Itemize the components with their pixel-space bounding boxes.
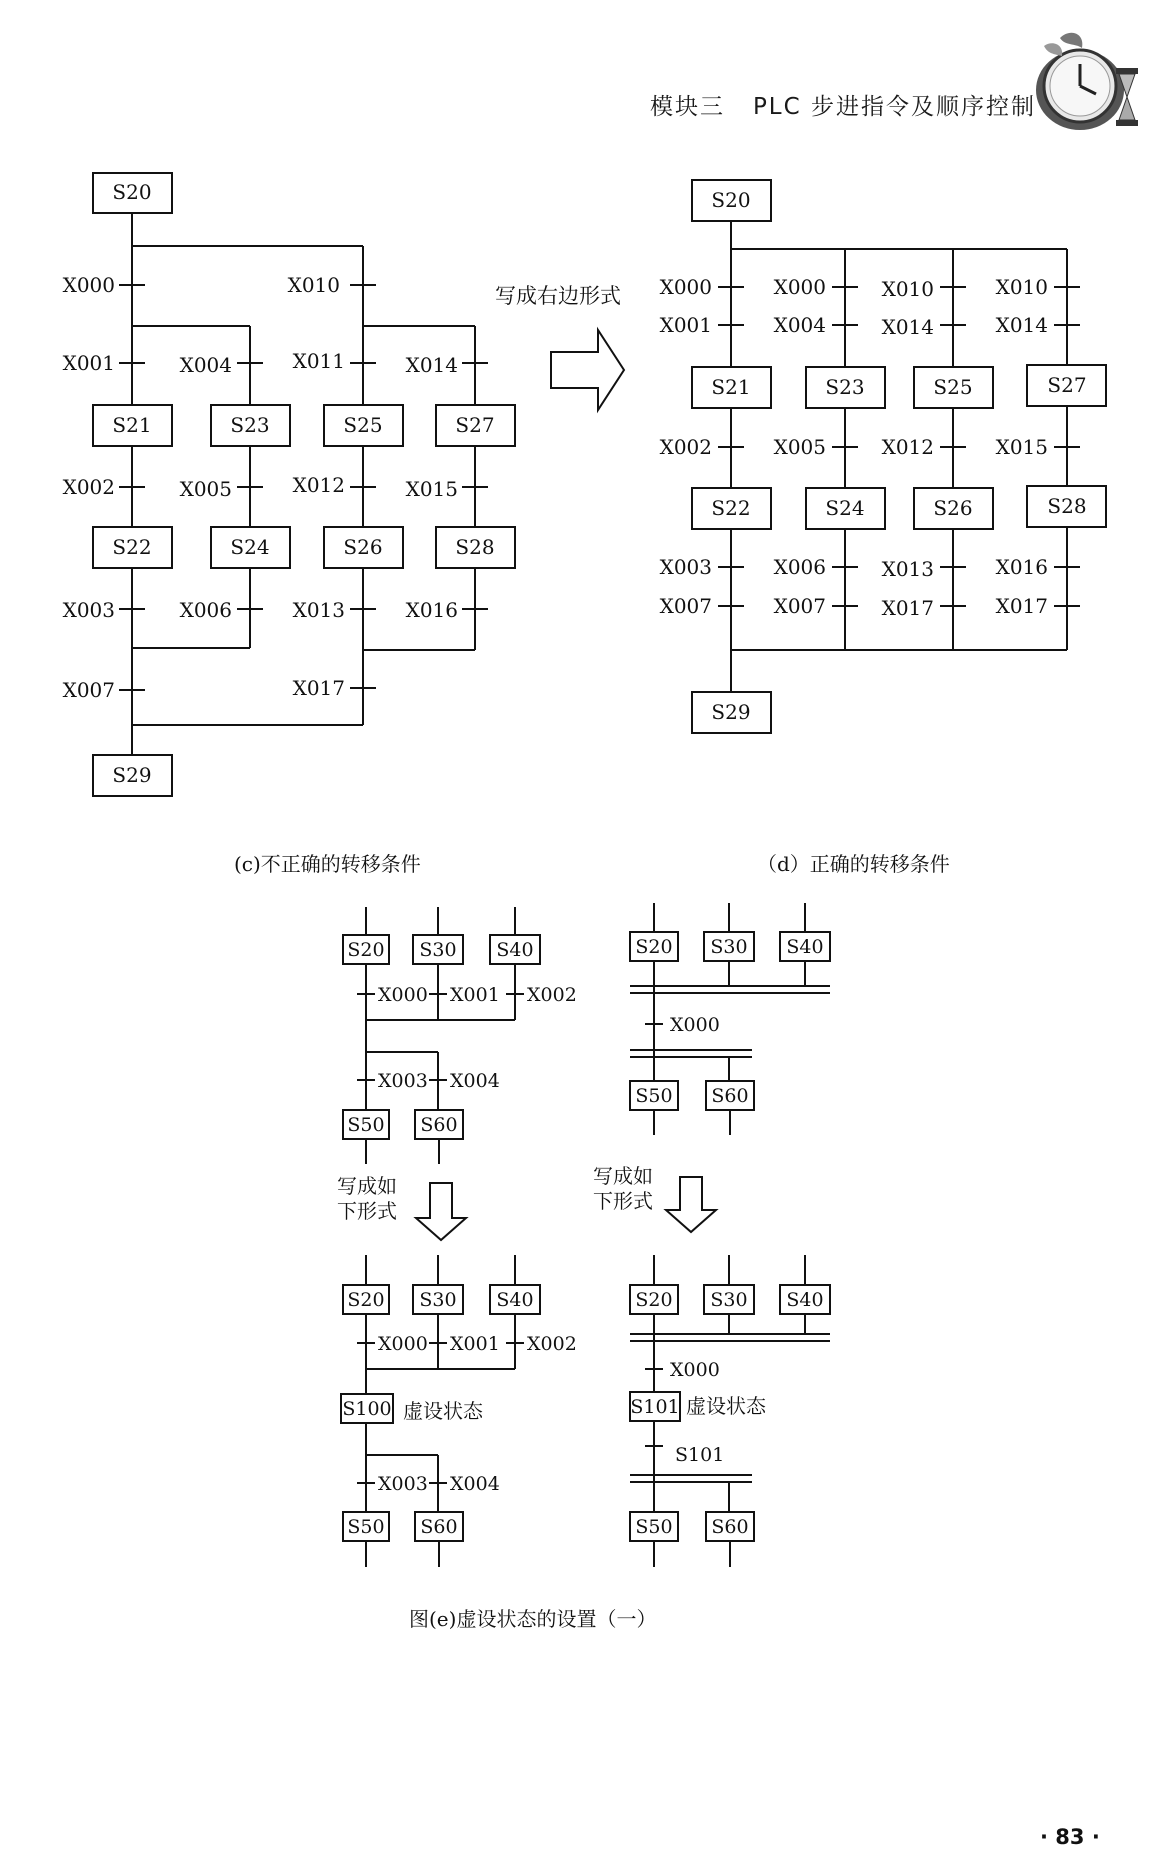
state-box: S60 — [711, 1516, 749, 1538]
condition-label: X007 — [773, 594, 826, 618]
state-box: S40 — [786, 936, 824, 958]
state-box: S60 — [711, 1085, 749, 1107]
state-box: S20 — [711, 188, 751, 212]
state-box: S40 — [786, 1289, 824, 1311]
condition-label: X000 — [670, 1014, 720, 1036]
state-box: S50 — [347, 1516, 385, 1538]
condition-label: X017 — [292, 676, 345, 700]
state-box: S25 — [343, 413, 383, 437]
condition-label: X017 — [881, 596, 934, 620]
state-box: S30 — [710, 1289, 748, 1311]
state-box: S22 — [112, 535, 152, 559]
state-box: S50 — [635, 1516, 673, 1538]
condition-label: X000 — [378, 984, 428, 1006]
condition-label: X004 — [450, 1070, 500, 1092]
condition-label: X000 — [670, 1359, 720, 1381]
condition-label: X013 — [881, 557, 934, 581]
state-box: S20 — [635, 1289, 673, 1311]
condition-label: X002 — [659, 435, 712, 459]
chapter-title: PLC 步进指令及顺序控制 — [752, 94, 1036, 120]
condition-label: X001 — [450, 1333, 500, 1355]
condition-label: X001 — [659, 313, 712, 337]
figure-e-rewrite-arrows — [337, 1164, 716, 1240]
condition-label: X003 — [659, 555, 712, 579]
state-box: S50 — [347, 1114, 385, 1136]
figure-e-top-right — [630, 903, 830, 1135]
down-arrow-icon — [416, 1183, 466, 1240]
condition-label: X016 — [995, 555, 1048, 579]
condition-label: X000 — [773, 275, 826, 299]
state-box: S26 — [933, 496, 973, 520]
condition-label: X003 — [378, 1070, 428, 1092]
figure-e-bottom-right — [630, 1255, 830, 1567]
state-box: S22 — [711, 496, 751, 520]
figure-d-diagram — [660, 180, 1106, 733]
state-box: S40 — [496, 939, 534, 961]
rewrite-label: 下形式 — [337, 1199, 397, 1223]
state-box: S30 — [710, 936, 748, 958]
state-box: S60 — [420, 1114, 458, 1136]
condition-label: X007 — [659, 594, 712, 618]
state-box: S60 — [420, 1516, 458, 1538]
state-box: S25 — [933, 375, 973, 399]
figure-e-top-left — [343, 907, 577, 1164]
state-box: S30 — [419, 939, 457, 961]
figure-e-caption: 图(e)虚设状态的设置（一） — [409, 1607, 657, 1631]
chapter-label: 模块三 — [650, 94, 725, 120]
state-box: S30 — [419, 1289, 457, 1311]
condition-label: X002 — [527, 984, 577, 1006]
state-box: S21 — [711, 375, 751, 399]
condition-label: X002 — [527, 1333, 577, 1355]
condition-label: X003 — [62, 598, 115, 622]
state-box: S29 — [711, 700, 751, 724]
state-box: S40 — [496, 1289, 534, 1311]
condition-label: X004 — [450, 1473, 500, 1495]
condition-label: X017 — [995, 594, 1048, 618]
dummy-state-label: 虚设状态 — [686, 1394, 766, 1418]
condition-label: X004 — [773, 313, 826, 337]
rewrite-label: 写成如 — [337, 1174, 397, 1198]
condition-label: X001 — [450, 984, 500, 1006]
condition-label: X000 — [62, 273, 115, 297]
dummy-state-label: 虚设状态 — [403, 1399, 483, 1423]
state-box: S27 — [1047, 373, 1087, 397]
condition-label: X010 — [881, 277, 934, 301]
figure-c-diagram — [63, 173, 515, 796]
condition-label: X015 — [995, 435, 1048, 459]
state-box: S24 — [825, 496, 865, 520]
condition-label: X014 — [995, 313, 1048, 337]
condition-label: X010 — [995, 275, 1048, 299]
condition-label: X012 — [881, 435, 934, 459]
arrow-label: 写成右边形式 — [495, 284, 621, 308]
condition-label: X007 — [62, 678, 115, 702]
condition-label: X010 — [287, 273, 340, 297]
condition-label: X000 — [378, 1333, 428, 1355]
state-box: S23 — [230, 413, 270, 437]
condition-label: X002 — [62, 475, 115, 499]
condition-label: X015 — [405, 477, 458, 501]
state-box: S50 — [635, 1085, 673, 1107]
state-box: S28 — [455, 535, 495, 559]
state-box: S27 — [455, 413, 495, 437]
rewrite-arrow — [495, 284, 624, 410]
state-box: S20 — [635, 936, 673, 958]
condition-label: X014 — [405, 353, 458, 377]
state-box: S28 — [1047, 494, 1087, 518]
figure-d-caption: （d）正确的转移条件 — [757, 852, 950, 876]
condition-label: X000 — [659, 275, 712, 299]
rewrite-label: 写成如 — [593, 1164, 653, 1188]
condition-label: X014 — [881, 315, 934, 339]
figure-c-caption: (c)不正确的转移条件 — [234, 852, 421, 876]
state-box: S21 — [112, 413, 152, 437]
condition-label: X003 — [378, 1473, 428, 1495]
state-box: S20 — [347, 1289, 385, 1311]
condition-label: X004 — [179, 353, 232, 377]
state-box: S24 — [230, 535, 270, 559]
down-arrow-icon — [666, 1177, 716, 1232]
condition-label: S101 — [675, 1444, 725, 1466]
condition-label: X005 — [179, 477, 232, 501]
condition-label: X013 — [292, 598, 345, 622]
state-box: S100 — [342, 1398, 392, 1420]
condition-label: X001 — [62, 351, 115, 375]
condition-label: X006 — [773, 555, 826, 579]
condition-label: X016 — [405, 598, 458, 622]
rewrite-label: 下形式 — [593, 1189, 653, 1213]
condition-label: X012 — [292, 473, 345, 497]
figure-e-bottom-left — [341, 1255, 577, 1567]
state-box: S20 — [347, 939, 385, 961]
condition-label: X011 — [292, 349, 345, 373]
state-box: S101 — [630, 1396, 680, 1418]
state-box: S26 — [343, 535, 383, 559]
page-number-value: 83 — [1055, 1825, 1085, 1849]
state-box: S29 — [112, 763, 152, 787]
page-number: · 83 · — [1040, 1825, 1100, 1849]
state-box: S20 — [112, 180, 152, 204]
condition-label: X005 — [773, 435, 826, 459]
state-box: S23 — [825, 375, 865, 399]
condition-label: X006 — [179, 598, 232, 622]
